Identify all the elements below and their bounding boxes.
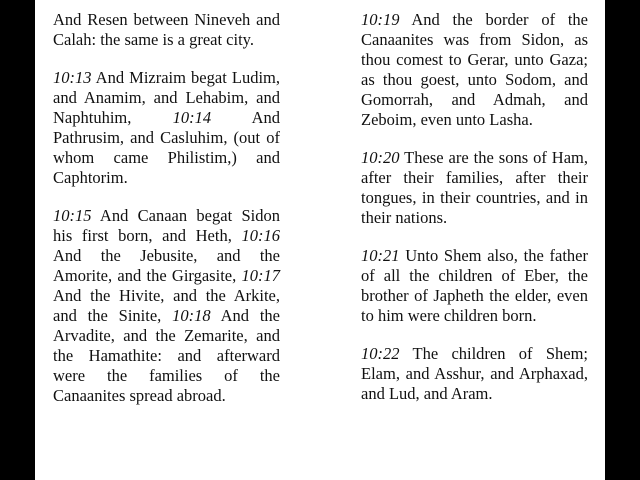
paragraph <box>53 10 280 50</box>
paragraph <box>361 10 588 130</box>
verse-text: And Mizraim begat Ludim, and Anamim, and Lehabim, and Naphtuhim, <box>53 68 280 127</box>
verse-text: And the Arvadite, and the Zemarite, and the Hamathite: and afterward were the families of the Canaanites spread abroad. <box>53 306 280 405</box>
verse-text: And the border of the Canaanites was from Sidon, as thou comest to Gerar, unto Gaza; as thou goest, unto Sodom, and Gomorrah, and Admah, and Zeboim, even unto Lasha. <box>361 10 588 129</box>
paragraph <box>361 246 588 326</box>
verse-ref: 10:16 <box>241 226 280 245</box>
verse-text: And the Jebusite, and the Amorite, and the Girgasite, <box>53 246 280 285</box>
paragraph <box>53 68 280 188</box>
right-column <box>361 10 588 422</box>
page <box>35 0 605 480</box>
verse-text: These are the sons of Ham, after their families, after their tongues, in their countries, and in their nations. <box>361 148 588 227</box>
verse-ref: 10:19 <box>361 10 400 29</box>
verse-text: And Pathrusim, and Casluhim, (out of whom came Philistim,) and Caphtorim. <box>53 108 280 187</box>
paragraph <box>361 148 588 228</box>
verse-ref: 10:14 <box>172 108 212 127</box>
verse-ref: 10:13 <box>53 68 92 87</box>
verse-ref: 10:22 <box>361 344 400 363</box>
verse-text: Unto Shem also, the father of all the children of Eber, the brother of Japheth the elder, even to him were children born. <box>361 246 588 325</box>
verse-text: And Canaan begat Sidon his first born, and Heth, <box>53 206 280 245</box>
verse-ref: 10:15 <box>53 206 92 225</box>
verse-text: And Resen between Nineveh and Calah: the same is a great city. <box>53 10 280 49</box>
verse-text: And the Hivite, and the Arkite, and the Sinite, <box>53 286 280 325</box>
left-column <box>53 10 280 424</box>
verse-ref: 10:17 <box>241 266 280 285</box>
verse-text: The children of Shem; Elam, and Asshur, and Arphaxad, and Lud, and Aram. <box>361 344 588 403</box>
verse-ref: 10:20 <box>361 148 400 167</box>
verse-ref: 10:21 <box>361 246 400 265</box>
verse-ref: 10:18 <box>172 306 211 325</box>
paragraph <box>361 344 588 404</box>
paragraph <box>53 206 280 406</box>
